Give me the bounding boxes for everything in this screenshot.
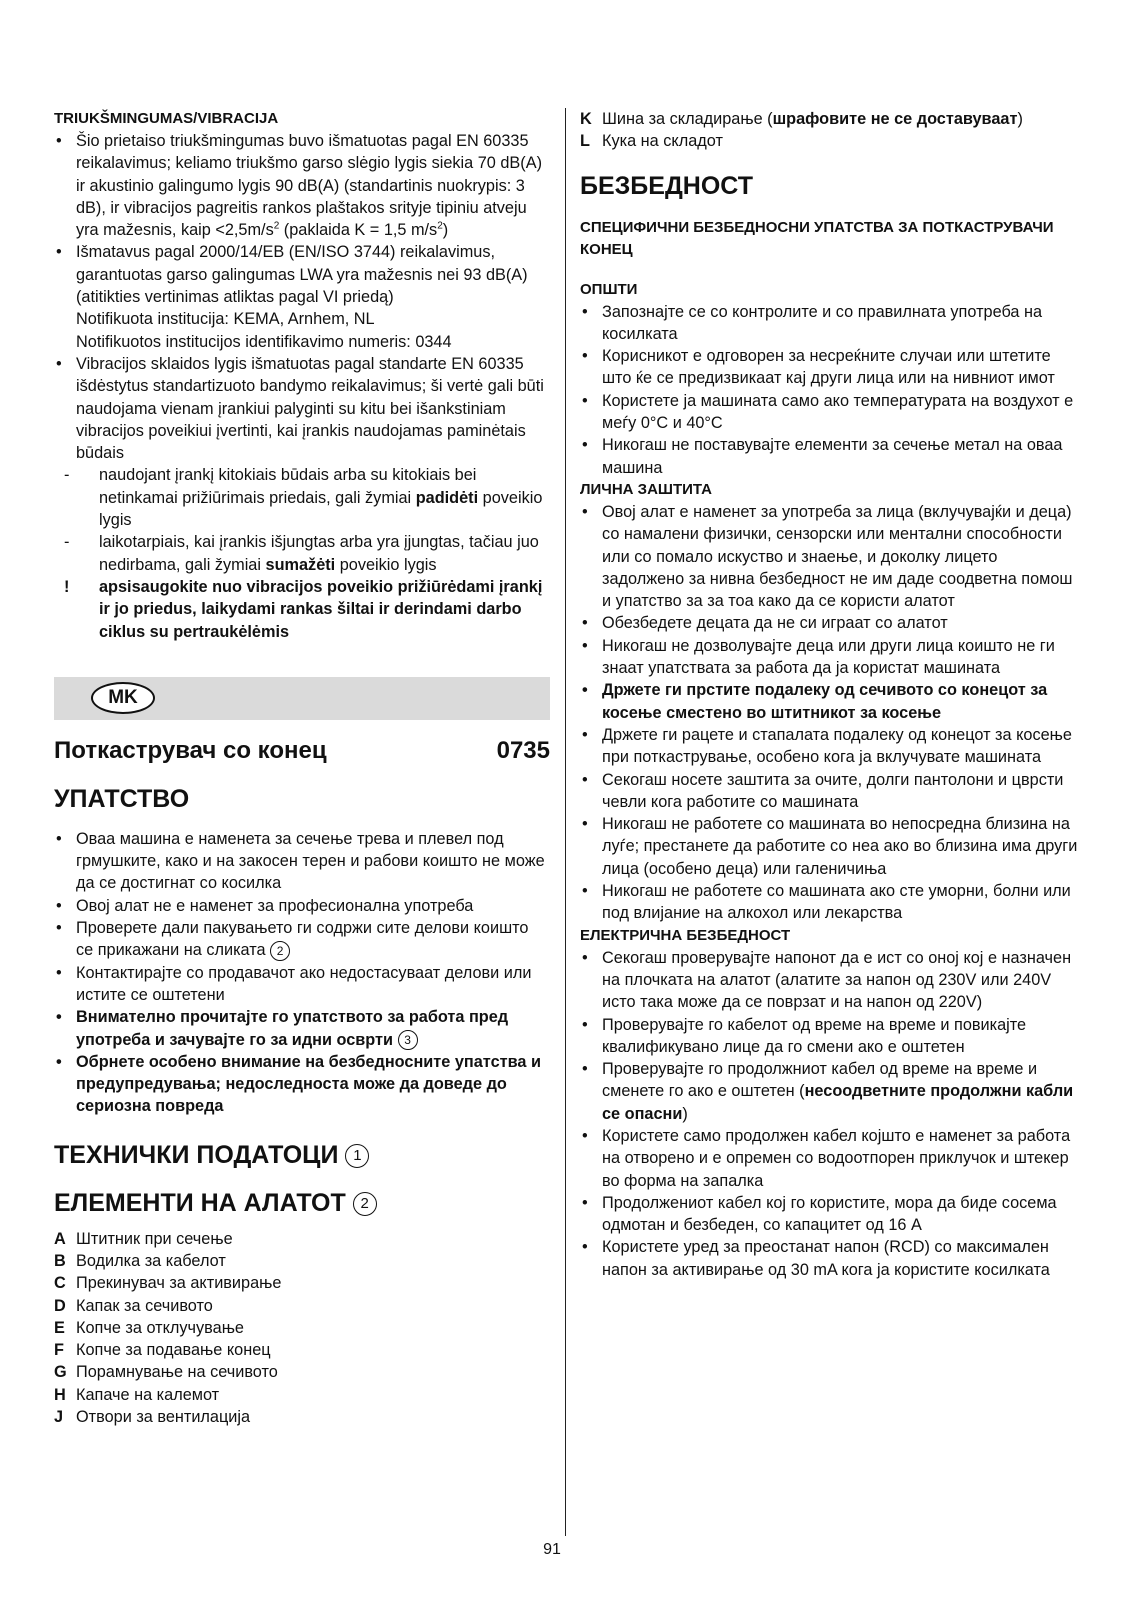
list-item: • Išmatavus pagal 2000/14/EB (EN/ISO 3744) reikalavimus, garantuotas garso galingumas LWA yra mažesnis nei 93 dB(A) (atitikties vertinimas atliktas pagal VI priedą) Notifikuota institucija: KEMA, Arnhem, NL Notifikuotos institucijos identifikavimo numeris: 0344 (54, 241, 550, 352)
page-number: 91 (543, 1541, 561, 1558)
list-item: • Šio prietaiso triukšmingumas buvo išmatuotas pagal EN 60335 reikalavimus; keliamo triukšmo garso slėgio lygis siekia 70 dB(A) ir akustinio galingumo lygis 90 dB(A) (standartinis nuokrypis: 3 dB), ir vibracijos pagreitis rankos plaštakos srityje tipiniu atveju yra mažesnis, kaip $<2,5m/s^2$ (paklaida K = 1,5 $m/s^2$) (54, 130, 550, 241)
language-badge: MK (91, 682, 155, 714)
instructions-heading: УПАТСТВО (54, 784, 190, 813)
specific-heading: СПЕЦИФИЧНИ БЕЗБЕДНОСНИ УПАТСТВА ЗА ПОТКАСТРУВАЧИ КОНЕЦ (580, 218, 1054, 258)
product-title: Поткаструвач со конец (54, 736, 327, 764)
list-item: - laikotarpiais, kai įrankis išjungtas arba yra įjungtas, tačiau juo nedirbama, gali žymiai sumažėti poveikio lygis (64, 533, 539, 574)
list-item: • Обрнете особено внимание на безбедносните упатства и предупредувања; недоследноста може да доведе до сериозна повреда (54, 1051, 550, 1118)
notified-id: Notifikuotos institucijos identifikavimo numeris: 0344 (76, 332, 452, 351)
list-item: K Шина за складирање (шрафовите не се доставуваат) (580, 110, 1023, 128)
list-item: • Проверете дали пакувањето ги содржи сите делови коишто се прикажани на сликата 2 (54, 917, 550, 962)
list-item: B Водилка за кабелот (54, 1251, 226, 1270)
list-item: J Отвори за вентилација (54, 1408, 251, 1427)
list-item: - naudojant įrankį kitokiais būdais arba su kitokiais bei netinkamai prižiūrimais priedais, gali žymiai padidėti poveikio lygis (64, 466, 543, 530)
list-item: • Користете ја машината само ако температурата на воздухот е меѓу 0°C и 40°C (580, 390, 1080, 435)
right-column (580, 108, 1080, 1281)
list-item: • Никогаш не работете со машината во непосредна близина на луѓе; престанете да работите со неа ако во близина има други лица (особено деца) или галеничиња (580, 813, 1080, 880)
list-item: • Секогаш проверувајте напонот да е ист со оној кој е назначен на плочката на алатот (алатите за напон од 230V или 240V исто така може да се поврзат и на напон од 220V) (580, 947, 1080, 1014)
figure-ref-2: 2 (270, 941, 290, 961)
language-bar (54, 677, 550, 720)
notified-body: Notifikuota institucija: KEMA, Arnhem, NL (76, 310, 375, 329)
list-item: • Никогаш не работете со машината ако сте уморни, болни или под влијание на алкохол или лекарства (580, 880, 1080, 925)
vibration-warning: ! apsisaugokite nuo vibracijos poveikio prižiūrėdami įrankį ir jo priedus, laikydami rankas šiltai ir derindami darbo ciklus su pertraukėlėmis (64, 577, 543, 641)
list-item: • Продолжениот кабел кој го користите, мора да биде сосема одмотан и безбеден, со капацитет од 16 A (580, 1192, 1080, 1237)
parts-list (54, 1228, 550, 1429)
personal-list (580, 501, 1080, 925)
general-list (580, 301, 1080, 479)
general-heading: ОПШТИ (580, 280, 638, 298)
figure-ref-2: 2 (353, 1192, 377, 1216)
list-item: A Штитник при сечење (54, 1229, 233, 1248)
instructions-list (54, 828, 550, 1118)
noise-list (54, 130, 550, 464)
electrical-heading: ЕЛЕКТРИЧНА БЕЗБЕДНОСТ (580, 926, 791, 944)
dash-list (54, 464, 550, 575)
elements-heading: ЕЛЕМЕНТИ НА АЛАТОТ 2 (54, 1186, 550, 1220)
figure-ref-3: 3 (398, 1030, 418, 1050)
list-item: • Обезбедете децата да не си играат со алатот (580, 612, 1080, 634)
noise-heading: TRIUKŠMINGUMAS/VIBRACIJA (54, 110, 279, 127)
list-item: • Проверувајте го продолжниот кабел од време на време и сменете го ако е оштетен (несоодветните продолжни кабли се опасни) (580, 1058, 1080, 1125)
list-item: • Никогаш не дозволувајте деца или други лица коишто не ги знаат упатствата за работа да ја користат машината (580, 635, 1080, 680)
left-column (54, 108, 550, 1428)
list-item: • Оваа машина е наменета за сечење трева и плевел под грмушките, како и на закосен терен и рабови коишто не може да се достигнат со косилка (54, 828, 550, 895)
electrical-list (580, 947, 1080, 1281)
parts-list-cont (580, 108, 1080, 153)
list-item: • Држете ги рацете и стапалата подалеку од конецот за косење при поткаструвањe, особено кога ја вклучувате машината (580, 724, 1080, 769)
list-item: C Прекинувач за активирање (54, 1274, 282, 1293)
list-item: L Кука на складот (580, 132, 723, 151)
list-item: • Запознајте се со контролите и со правилната употреба на косилката (580, 301, 1080, 346)
list-item: • Користете само продолжен кабел којшто е наменет за работа на отворено и е опремен со водоотпорен приклучок и штекер во форма на запалка (580, 1125, 1080, 1192)
list-item: • Контактирајте со продавачот ако недостасуваат делови или истите се оштетени (54, 962, 550, 1007)
list-item: G Порамнување на сечивото (54, 1363, 278, 1382)
figure-ref-1: 1 (345, 1144, 369, 1168)
column-divider (565, 108, 566, 1536)
list-item: H Капаче на калемот (54, 1385, 220, 1404)
list-item: • Секогаш носете заштита за очите, долги пантолони и цврсти чевли кога работите со машината (580, 769, 1080, 814)
list-item: F Копче за подавање конец (54, 1341, 271, 1360)
tech-heading: ТЕХНИЧКИ ПОДАТОЦИ 1 (54, 1138, 550, 1172)
list-item: • Vibracijos sklaidos lygis išmatuotas pagal standarte EN 60335 išdėstytus standartizuoto bandymo reikalavimus; ši vertė gali būti naudojama vienam įrankiui palyginti su kitu bei išankstiniam vibracijos poveikiui įvertinti, kai įrankis naudojamas paminėtais būdais (54, 353, 550, 464)
list-item: • Проверувајте го кабелот од време на време и повикајте квалификувано лице да го смени ако е оштетен (580, 1014, 1080, 1059)
list-item: • Внимателно прочитајте го упатството за работа пред употреба и зачувајте го за идни осврти 3 (54, 1006, 550, 1051)
list-item: • Овој алат е наменет за употреба за лица (вклучувајќи и деца) со намалени физички, сензорски или ментални способности или со помало искуство и знаење, и доколку лицето задолжено за нивна безбедност не им даде соодветна помош и упатство за за тоа како да се користи алатот (580, 501, 1080, 612)
list-item: • Држете ги прстите подалеку од сечивото со конецот за косење сместено во штитникот за косење (580, 679, 1080, 724)
list-item: D Капак за сечивото (54, 1296, 213, 1315)
list-item: • Никогаш не поставувајте елементи за сечење метал на оваа машина (580, 434, 1080, 479)
list-item: • Корисникот е одговорен за несреќните случаи или штетите што ќе се предизвикаат кај други лица или на нивниот имот (580, 345, 1080, 390)
list-item: • Овој алат не е наменет за професионална употреба (54, 895, 550, 917)
safety-heading: БЕЗБЕДНОСТ (580, 171, 753, 200)
product-number: 0735 (496, 736, 550, 764)
list-item: • Користете уред за преостанат напон (RCD) со максимален напон за активирање од 30 mA кога ја користите косилката (580, 1236, 1080, 1281)
list-item: E Копче за отклучување (54, 1318, 244, 1337)
personal-heading: ЛИЧНА ЗАШТИТА (580, 480, 712, 498)
product-title-row (54, 734, 550, 768)
